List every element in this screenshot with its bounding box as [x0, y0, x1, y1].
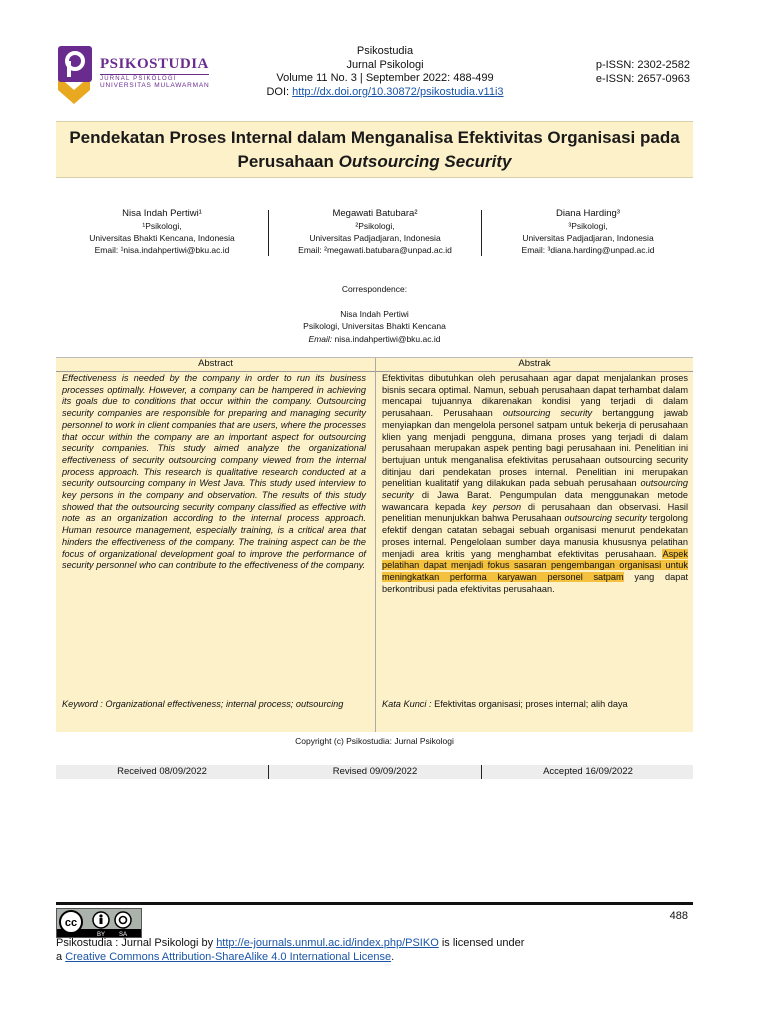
- abstrak-text: di perusahaan dan observasi. Hasil penelitian menunjukkan bahwa Perusahaan: [382, 501, 688, 524]
- title-box: [56, 121, 693, 178]
- author-dept: ²Psikologi,: [355, 221, 395, 231]
- author-dept: ¹Psikologi,: [142, 221, 182, 231]
- abstrak-text: Efektivitas dibutuhkan oleh perusahaan agar dapat menjalankan proses bisnis secara optimal. Namun, sebuah perusahaan dapat terhambat dalam mencapai tujuannya dikarenakan kondisi yang terjadi di dalam perusahaan. Perusahaan: [382, 373, 688, 419]
- authors-block: [56, 208, 693, 260]
- keyword-label: Keyword :: [62, 699, 103, 709]
- logo-university: UNIVERSITAS MULAWARMAN: [100, 82, 210, 89]
- received-date: Received 08/09/2022: [117, 766, 207, 777]
- logo-sub: JURNAL PSIKOLOGI: [100, 74, 209, 82]
- author-name: Nisa Indah Pertiwi¹: [122, 208, 202, 219]
- license-text-part: .: [391, 951, 395, 963]
- cc-by-sa-icon: [57, 909, 141, 937]
- author-3: [482, 208, 694, 256]
- corr-email: nisa.indahpertiwi@bku.ac.id: [334, 333, 441, 344]
- cc-license-badge[interactable]: [56, 908, 142, 938]
- author-email: Email: ¹nisa.indahpertiwi@bku.ac.id: [94, 245, 230, 255]
- corr-name: Nisa Indah Pertiwi: [340, 308, 409, 319]
- abstract-indonesian: [382, 373, 688, 595]
- doi-link[interactable]: http://dx.doi.org/10.30872/psikostudia.v11i3: [292, 85, 504, 98]
- journal-subtitle: Jurnal Psikologi: [346, 58, 424, 71]
- kata-kunci-values: Efektivitas organisasi; proses internal; alih daya: [434, 699, 628, 709]
- title-line1: Pendekatan Proses Internal dalam Menganalisa Efektivitas Organisasi pada: [69, 128, 680, 147]
- author-name: Diana Harding³: [556, 208, 620, 219]
- license-text-part: a: [56, 951, 66, 963]
- abstrak-italic: outsourcing security: [502, 408, 593, 419]
- abstrak-text: tergolong efektif dengan catatan sebagai sebuah organisasi menurut pendekatan proses internal. Pengelolaan sumber daya manusia khususnya pelatihan menjadi area kritis yang menghambat efektivitas perusahaan.: [382, 513, 688, 559]
- copyright: Copyright (c) Psikostudia: Jurnal Psikologi: [295, 736, 454, 746]
- corr-label: Correspondence:: [341, 284, 408, 294]
- logo-text: [100, 56, 209, 89]
- author-univ: Universitas Padjadjaran, Indonesia: [522, 233, 654, 243]
- license-link[interactable]: Creative Commons Attribution-ShareAlike 4.0 International License: [65, 951, 392, 963]
- journal-header: [200, 45, 570, 99]
- accepted-date: Accepted 16/09/2022: [543, 766, 633, 777]
- author-1: [56, 208, 268, 256]
- revised-date: Revised 09/09/2022: [332, 766, 418, 777]
- column-divider: [375, 358, 376, 732]
- author-dept: ³Psikologi,: [568, 221, 608, 231]
- abstract-heading: Abstract: [56, 358, 375, 372]
- journal-name: Psikostudia: [356, 45, 414, 57]
- abstract-box: [56, 357, 693, 732]
- author-univ: Universitas Bhakti Kencana, Indonesia: [89, 233, 235, 243]
- author-univ: Universitas Padjadjaran, Indonesia: [309, 233, 441, 243]
- paper-title: [56, 122, 693, 174]
- license-text: [56, 936, 616, 964]
- abstrak-text: di Jawa Barat. Pengumpulan data menggunakan metode wawancara kepada: [382, 490, 688, 512]
- highlighted-text: Aspek pelatihan dapat menjadi fokus sasaran pengembangan organisasi untuk meningkatkan performa karyawan personel satpam: [382, 548, 688, 582]
- abstrak-italic: outsourcing security: [564, 513, 647, 524]
- abstrak-italic: key person: [472, 501, 522, 512]
- kata-kunci-label: Kata Kunci :: [382, 699, 432, 709]
- correspondence: [56, 283, 693, 345]
- author-email: Email: ²megawati.batubara@unpad.ac.id: [298, 245, 452, 255]
- issn-block: [570, 58, 690, 86]
- volume-info: Volume 11 No. 3 | September 2022: 488-499: [276, 72, 494, 84]
- cc-sa-label: SA: [118, 932, 128, 937]
- doi-label: DOI:: [266, 85, 290, 98]
- corr-affil: Psikologi, Universitas Bhakti Kencana: [303, 321, 446, 331]
- svg-text:cc: cc: [64, 917, 78, 929]
- journal-link[interactable]: http://e-journals.unmul.ac.id/index.php/PSIKO: [216, 937, 439, 949]
- corr-email-label: Email:: [308, 333, 333, 344]
- dates-bar: [56, 765, 693, 779]
- author-name: Megawati Batubara²: [332, 208, 418, 219]
- abstract-english: Effectiveness is needed by the company in order to run its business processes optimally. However, a company can be hampered in achieving its goals due to conditions that occur within the company. Outsourcing security companies are responsible for preparing and managing security personnel to work in client companies that are users, where the processes that occur within the company are an important aspect for outsourcing security companies. This study aimed analyze the organizational effectiveness of security outsourcing company viewed from the internal process approach. This research is qualitative research conducted at a security outsourcing company in West Java. This study used interview to key persons in the company and observation. The results of this study showed that the outsourcing security company classified as effective with note as an organization according to the internal process approach. Human resource management, especially training, is a critical area that hinders the effectiveness of the company. The training aspect can be the focus of organizational development goal to improve the performance of security personnel who can contribute to the effectiveness of the company.: [62, 373, 366, 571]
- p-issn: p-ISSN: 2302-2582: [595, 59, 690, 71]
- doi-line: [200, 86, 570, 100]
- footer-rule: [56, 902, 693, 905]
- license-text-part: Psikostudia : Jurnal Psikologi by: [56, 937, 217, 949]
- license-text-part: is licensed under: [438, 937, 525, 949]
- keywords-indonesian: [382, 698, 688, 710]
- logo-name: PSIKOSTUDIA: [100, 56, 209, 72]
- author-2: [269, 208, 481, 256]
- abstrak-italic: outsourcing security: [382, 478, 688, 501]
- abstrak-text: bertanggung jawab menyiapkan dan mengelola personel satpam untuk bekerja di perusahaan klien yang menjadi pengguna, dimana proses yang terjadi di dalam perusahaan merupakan aspek penting bagi perusahaan ini. Penelitian ini bertujuan untuk menganalisa efektivitas perusahaan outsourcing security ditinjau dari pendekatan proses internal. Penelitian ini merupakan penelitian kualitatif yang dilakukan pada sebuah perusahaan: [382, 408, 688, 489]
- abstrak-heading: Abstrak: [376, 358, 693, 372]
- page-number: 488: [669, 910, 688, 922]
- cc-by-label: BY: [96, 932, 106, 937]
- abstrak-text: yang dapat berkontribusi pada efektivitas perusahaan.: [382, 571, 688, 594]
- keywords-english: [62, 698, 362, 710]
- title-line2: Perusahaan: [237, 152, 334, 171]
- author-email: Email: ³diana.harding@unpad.ac.id: [521, 245, 655, 255]
- corr-email-line: [56, 333, 693, 346]
- e-issn: e-ISSN: 2657-0963: [595, 73, 690, 85]
- keyword-values: Organizational effectiveness; internal process; outsourcing: [105, 699, 344, 709]
- title-line2-italic: Outsourcing Security: [338, 152, 512, 171]
